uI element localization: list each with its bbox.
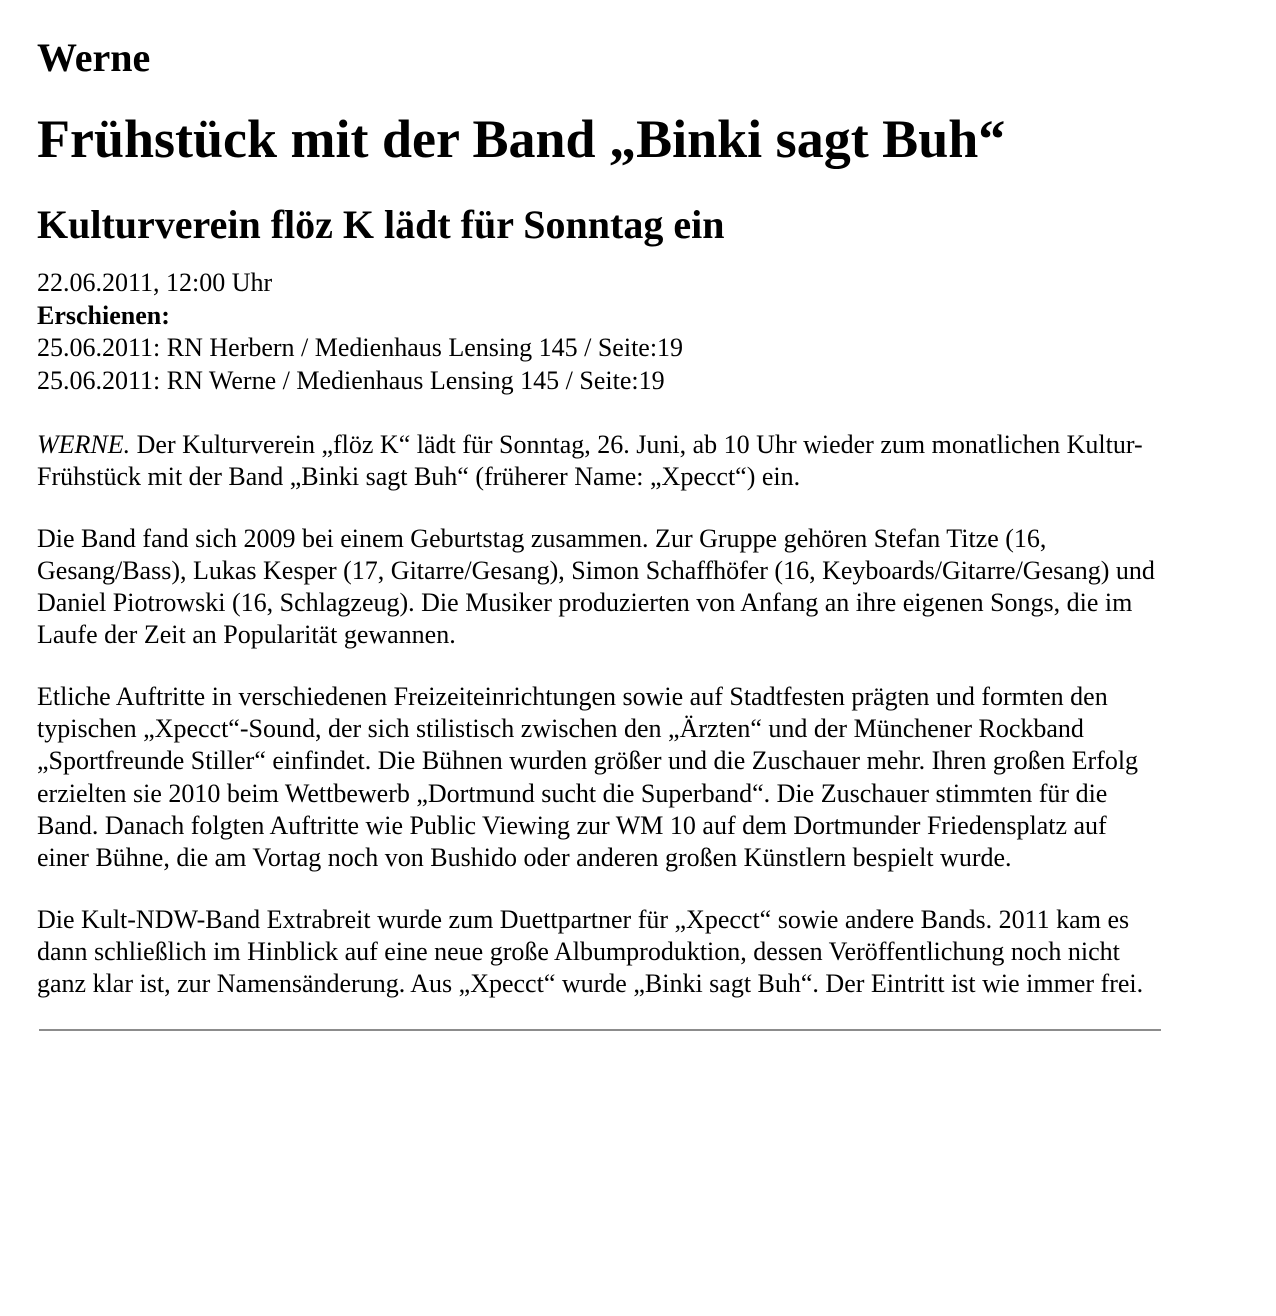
lead-paragraph [37, 429, 1162, 494]
body-paragraph: Die Band fand sich 2009 bei einem Geburtstag zusammen. Zur Gruppe gehören Stefan Titze (16, Gesang/Bass), Lukas Kesper (17, Gitarre/Gesang), Simon Schaffhöfer (16, Keyboards/Gitarre/Gesang) und Daniel Piotrowski (16, Schlagzeug). Die Musiker produzierten von Anfang an ihre eigenen Songs, die im Laufe der Zeit an Popularität gewannen. [37, 523, 1155, 650]
dateline: WERNE. [37, 430, 131, 459]
body-paragraph: Die Kult-NDW-Band Extrabreit wurde zum Duettpartner für „Xpecct“ sowie andere Bands. 2011 kam es dann schließlich im Hinblick auf eine neue große Albumproduktion, dessen Veröffentlichung noch nicht ganz klar ist, zur Namensänderung. Aus „Xpecct“ wurde „Binki sagt Buh“. Der Eintritt ist wie immer frei. [37, 904, 1144, 999]
article-datetime: 22.06.2011, 12:00 Uhr [37, 268, 273, 297]
subheadline: Kulturverein flöz K lädt für Sonntag ein [37, 202, 725, 247]
publication-entry: 25.06.2011: RN Herbern / Medienhaus Lensing 145 / Seite:19 [37, 333, 684, 362]
publication-entry: 25.06.2011: RN Werne / Medienhaus Lensing 145 / Seite:19 [37, 365, 665, 395]
horizontal-rule [39, 1029, 1161, 1031]
article-meta [37, 267, 1162, 397]
region-heading: Werne [37, 35, 151, 80]
body-paragraph: Etliche Auftritte in verschiedenen Freizeiteinrichtungen sowie auf Stadtfesten prägten und formten den typischen „Xpecct“-Sound, der sich stilistisch zwischen den „Ärzten“ und der Münchener Rockband „Sportfreunde Stiller“ einfindet. Die Bühnen wurden größer und die Zuschauer mehr. Ihren großen Erfolg erzielten sie 2010 beim Wettbewerb „Dortmund sucht die Superband“. Die Zuschauer stimmten für die Band. Danach folgten Auftritte wie Public Viewing zur WM 10 auf dem Dortmunder Friedensplatz auf einer Bühne, die am Vortag noch von Bushido oder anderen großen Künstlern bespielt wurde. [37, 681, 1139, 873]
article-page [37, 0, 1162, 1039]
article-body [37, 429, 1162, 1000]
published-label: Erschienen: [37, 300, 170, 330]
headline: Frühstück mit der Band „Binki sagt Buh“ [37, 109, 1006, 169]
lead-text: Der Kulturverein „flöz K“ lädt für Sonntag, 26. Juni, ab 10 Uhr wieder zum monatlichen Kultur-Frühstück mit der Band „Binki sagt Buh“ (früherer Name: „Xpecct“) ein. [37, 430, 1143, 492]
